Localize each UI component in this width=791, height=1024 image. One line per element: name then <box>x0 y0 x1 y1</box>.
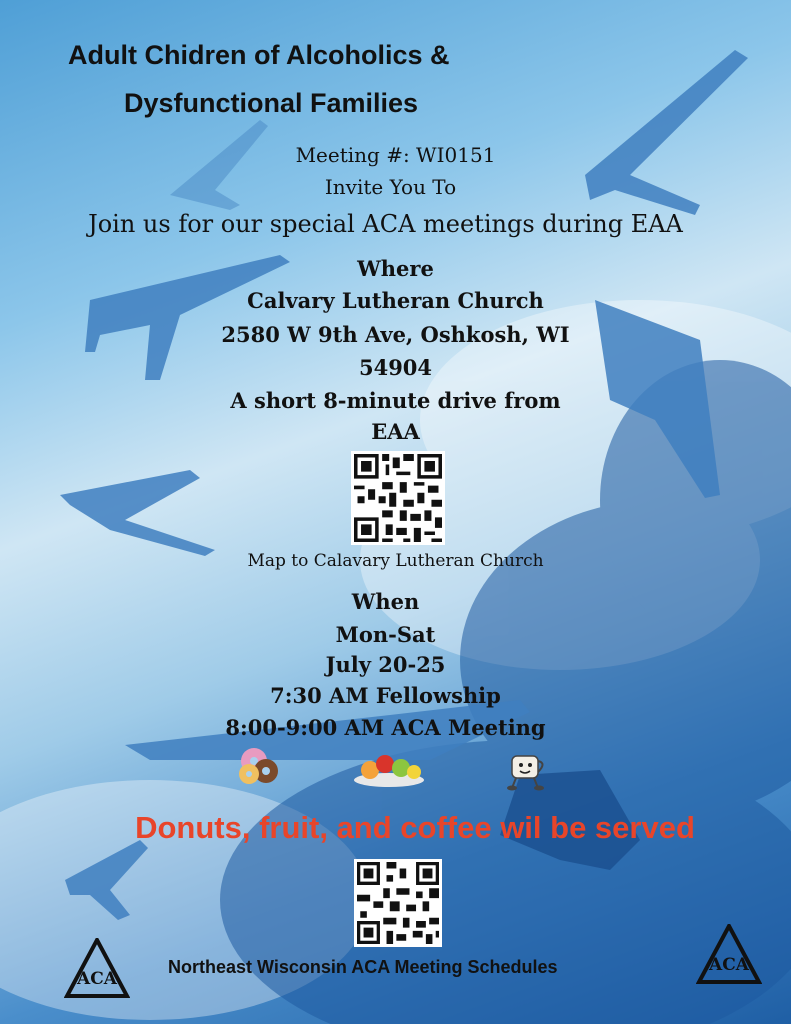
qr-code-icon <box>357 862 439 944</box>
where-heading: Where <box>357 256 434 281</box>
title-line-2: Dysfunctional Families <box>124 88 419 118</box>
logo-text: ACA <box>709 955 749 975</box>
airplane-icon <box>60 470 215 556</box>
schedule-qr-code[interactable] <box>354 859 442 947</box>
aca-logo-right <box>696 924 762 986</box>
drive-line-2: EAA <box>371 419 420 444</box>
title-line-1: Adult Chidren of Alcoholics & <box>68 40 450 70</box>
join-text: Join us for our special ACA meetings during EAA <box>88 210 683 238</box>
venue-name: Calvary Lutheran Church <box>247 288 544 313</box>
meeting-number: Meeting #: WI0151 <box>295 143 496 167</box>
aca-logo-left <box>64 938 130 1000</box>
when-heading: When <box>351 589 420 614</box>
qr-code-icon <box>354 454 442 542</box>
address-line: 2580 W 9th Ave, Oshkosh, WI <box>221 322 570 347</box>
invite-text: Invite You To <box>324 175 457 199</box>
meeting-time: 8:00-9:00 AM ACA Meeting <box>225 715 546 740</box>
drive-line-1: A short 8-minute drive from <box>230 388 561 413</box>
donut-icon <box>237 746 283 786</box>
map-qr-code[interactable] <box>351 451 445 545</box>
logo-text: ACA <box>77 969 117 989</box>
fruit-plate-icon <box>352 750 426 788</box>
zip-code: 54904 <box>358 355 433 380</box>
meeting-dates: July 20-25 <box>325 652 446 677</box>
coffee-cup-icon <box>502 746 552 792</box>
fellowship-time: 7:30 AM Fellowship <box>270 683 501 708</box>
meeting-days: Mon-Sat <box>335 622 436 647</box>
refreshments-banner: Donuts, fruit, and coffee wil be served <box>135 810 695 845</box>
footer-text: Northeast Wisconsin ACA Meeting Schedules <box>168 957 558 977</box>
map-caption: Map to Calavary Lutheran Church <box>247 551 544 571</box>
